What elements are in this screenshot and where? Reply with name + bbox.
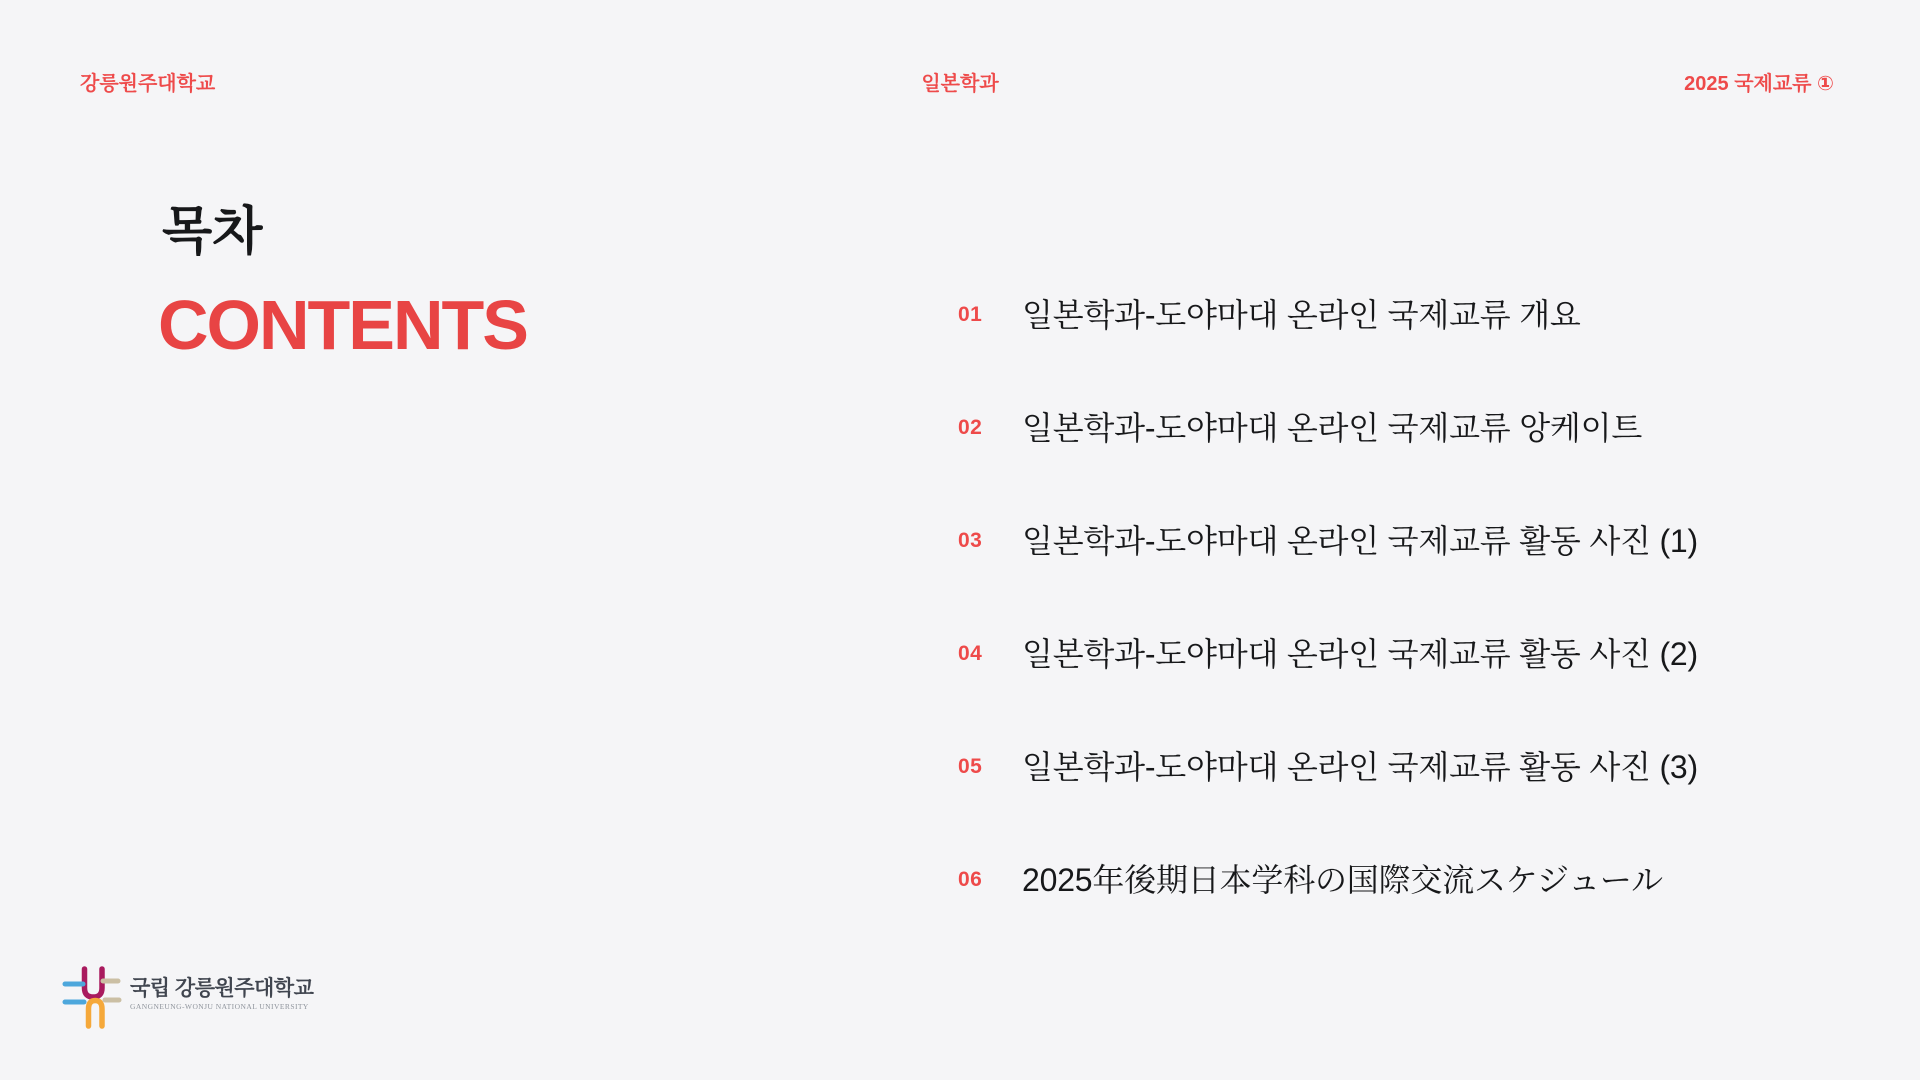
page-title-english: CONTENTS [158,286,527,364]
header-university-name: 강릉원주대학교 [80,73,216,95]
toc-item-04 [958,631,1698,673]
toc-item-number: 03 [958,528,983,552]
toc-item-05 [958,744,1698,786]
toc-item-02 [958,405,1698,447]
toc-item-number: 01 [958,302,983,326]
header-department-name: 일본학과 [921,73,999,95]
page-title-korean: 목차 [162,203,263,261]
university-logo-icon [62,964,122,1032]
toc-item-03 [958,518,1698,560]
toc-item-number: 05 [958,754,983,778]
header-series-label: 2025 국제교류 ① [1684,73,1834,95]
toc-item-number: 06 [958,867,983,891]
university-logo-title: 국립 강릉원주대학교 [130,977,314,1000]
university-logo-subtitle: GANGNEUNG-WONJU NATIONAL UNIVERSITY [130,1002,309,1011]
toc-item-label: 일본학과-도야마대 온라인 국제교류 활동 사진 (1) [1022,523,1698,559]
toc-item-01 [958,292,1698,334]
toc-item-label: 2025年後期日本学科の国際交流スケジュール [1022,862,1663,898]
toc-item-label: 일본학과-도야마대 온라인 국제교류 앙케이트 [1022,410,1643,446]
toc-item-label: 일본학과-도야마대 온라인 국제교류 활동 사진 (3) [1022,749,1698,785]
table-of-contents [958,292,1698,970]
university-logo-text [130,964,313,1011]
toc-item-label: 일본학과-도야마대 온라인 국제교류 활동 사진 (2) [1022,636,1698,672]
toc-item-label: 일본학과-도야마대 온라인 국제교류 개요 [1022,297,1581,333]
slide-header [0,72,1920,98]
toc-item-number: 04 [958,641,983,665]
toc-item-06 [958,857,1698,899]
university-logo [62,964,313,1032]
toc-item-number: 02 [958,415,983,439]
